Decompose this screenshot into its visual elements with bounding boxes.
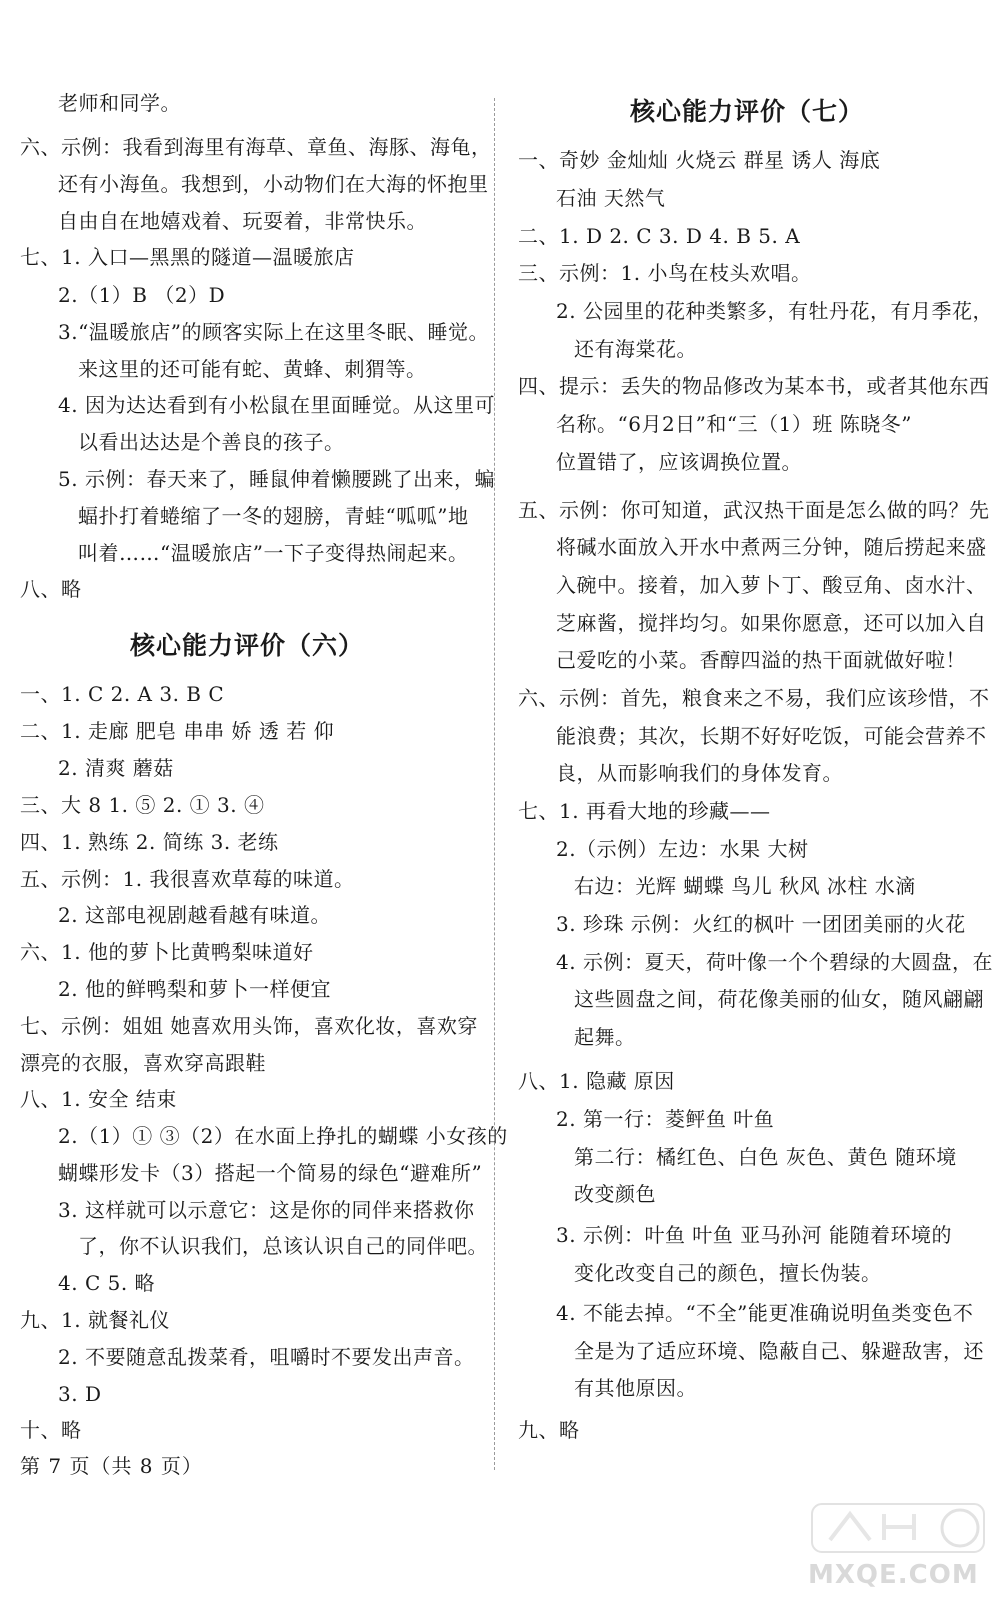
page-number: 第 7 页（共 8 页） — [20, 1454, 203, 1478]
answer-line: 右边：光辉 蝴蝶 鸟儿 秋风 冰柱 水滴 — [574, 874, 916, 898]
answer-line: 漂亮的衣服，喜欢穿高跟鞋 — [20, 1051, 266, 1075]
section-title: 核心能力评价（六） — [130, 631, 365, 660]
answer-line: 4. 不能去掉。“不全”能更准确说明鱼类变色不 — [556, 1301, 974, 1325]
section-title: 核心能力评价（七） — [630, 97, 865, 126]
answer-line: 良，从而影响我们的身体发育。 — [556, 761, 843, 785]
answer-line: 六、示例：我看到海里有海草、章鱼、海豚、海龟， — [20, 135, 492, 159]
answer-line: 3. D — [58, 1382, 102, 1406]
answer-line: 2.（示例）左边：水果 大树 — [556, 837, 809, 861]
answer-line: 有其他原因。 — [574, 1376, 697, 1400]
answer-line: 三、大 8 1. ⑤ 2. ① 3. ④ — [20, 793, 265, 817]
answer-line: 这些圆盘之间，荷花像美丽的仙女，随风翩翩 — [574, 987, 984, 1011]
answer-line: 石油 天然气 — [556, 186, 666, 210]
answer-line: 四、提示：丢失的物品修改为某本书，或者其他东西 — [518, 374, 990, 398]
answer-line: 芝麻酱，搅拌均匀。如果你愿意，还可以加入自 — [556, 611, 987, 635]
answer-line: 三、示例：1. 小鸟在枝头欢唱。 — [518, 261, 812, 285]
answer-line: 4. 因为达达看到有小松鼠在里面睡觉。从这里可 — [58, 393, 495, 417]
answer-line: 九、略 — [518, 1418, 580, 1442]
answer-line: 自由自在地嬉戏着、玩耍着，非常快乐。 — [58, 209, 427, 233]
answer-line: 第二行：橘红色、白色 灰色、黄色 随环境 — [574, 1145, 957, 1169]
answer-line: 5. 示例：春天来了，睡鼠伸着懒腰跳了出来，蝙 — [58, 467, 495, 491]
answer-line: 2. 这部电视剧越看越有味道。 — [58, 903, 331, 927]
answer-line: 位置错了，应该调换位置。 — [556, 450, 802, 474]
answer-line: 五、示例：1. 我很喜欢草莓的味道。 — [20, 867, 355, 891]
answer-line: 2.（1）B （2）D — [58, 283, 226, 307]
answer-line: 以看出达达是个善良的孩子。 — [78, 430, 345, 454]
answer-line: 己爱吃的小菜。香醇四溢的热干面就做好啦！ — [556, 648, 966, 672]
answer-line: 蝠扑打着蜷缩了一冬的翅膀，青蛙“呱呱”地 — [78, 504, 469, 528]
answer-line: 2. 清爽 蘑菇 — [58, 756, 174, 780]
answer-line: 3. 这样就可以示意它：这是你的同伴来搭救你 — [58, 1198, 475, 1222]
answer-line: 来这里的还可能有蛇、黄蜂、刺猬等。 — [78, 357, 427, 381]
answer-line: 二、1. D 2. C 3. D 4. B 5. A — [518, 224, 801, 248]
answer-line: 一、1. C 2. A 3. B C — [20, 682, 225, 706]
answer-line: 2. 第一行：菱鲆鱼 叶鱼 — [556, 1107, 775, 1131]
answer-line: 五、示例：你可知道，武汉热干面是怎么做的吗？先 — [518, 498, 990, 522]
answer-line: 七、1. 入口—黑黑的隧道—温暖旅店 — [20, 245, 355, 269]
answer-line: 八、1. 安全 结束 — [20, 1087, 177, 1111]
answer-line: 入碗中。接着，加入萝卜丁、酸豆角、卤水汁、 — [556, 573, 987, 597]
answer-line: 蝴蝶形发卡（3）搭起一个简易的绿色“避难所” — [58, 1161, 483, 1185]
answer-line: 老师和同学。 — [58, 91, 181, 115]
answer-line: 3.“温暖旅店”的顾客实际上在这里冬眠、睡觉。 — [58, 320, 490, 344]
answer-line: 四、1. 熟练 2. 简练 3. 老练 — [20, 830, 279, 854]
answer-line: 能浪费；其次，长期不好好吃饭，可能会营养不 — [556, 724, 987, 748]
answer-line: 还有海棠花。 — [574, 337, 697, 361]
answer-line: 九、1. 就餐礼仪 — [20, 1308, 170, 1332]
answer-line: 六、示例：首先，粮食来之不易，我们应该珍惜，不 — [518, 686, 990, 710]
answer-line: 十、略 — [20, 1418, 82, 1442]
answer-line: 2. 他的鲜鸭梨和萝卜一样便宜 — [58, 977, 331, 1001]
answer-line: 4. 示例：夏天，荷叶像一个个碧绿的大圆盘，在 — [556, 950, 993, 974]
answer-line: 六、1. 他的萝卜比黄鸭梨味道好 — [20, 940, 314, 964]
answer-line: 2. 不要随意乱拨菜肴，咀嚼时不要发出声音。 — [58, 1345, 475, 1369]
answer-line: 将碱水面放入开水中煮两三分钟，随后捞起来盛 — [556, 535, 987, 559]
answer-line: 叫着……“温暖旅店”一下子变得热闹起来。 — [78, 541, 469, 565]
answer-line: 七、1. 再看大地的珍藏—— — [518, 799, 771, 823]
answer-line: 4. C 5. 略 — [58, 1271, 156, 1295]
answer-line: 七、示例：姐姐 她喜欢用头饰，喜欢化妆，喜欢穿 — [20, 1014, 478, 1038]
answer-line: 3. 珍珠 示例：火红的枫叶 一团团美丽的火花 — [556, 912, 966, 936]
answer-line: 变化改变自己的颜色，擅长伪装。 — [574, 1261, 882, 1285]
answer-line: 八、1. 隐藏 原因 — [518, 1069, 675, 1093]
answer-line: 2. 公园里的花种类繁多，有牡丹花，有月季花， — [556, 299, 993, 323]
watermark-text: MXQE.COM — [808, 1560, 979, 1590]
answer-line: 2.（1）① ③（2）在水面上挣扎的蝴蝶 小女孩的 — [58, 1124, 508, 1148]
answer-line: 二、1. 走廊 肥皂 串串 娇 透 若 仰 — [20, 719, 335, 743]
answer-line: 3. 示例：叶鱼 叶鱼 亚马孙河 能随着环境的 — [556, 1223, 953, 1247]
answer-line: 名称。“6月2日”和“三（1）班 陈晓冬” — [556, 412, 912, 436]
answer-line: 八、略 — [20, 577, 82, 601]
column-divider — [494, 98, 495, 1470]
answer-line: 改变颜色 — [574, 1182, 656, 1206]
answer-line: 全是为了适应环境、隐蔽自己、躲避敌害，还 — [574, 1339, 984, 1363]
answer-line: 一、奇妙 金灿灿 火烧云 群星 诱人 海底 — [518, 148, 881, 172]
answer-line: 起舞。 — [574, 1025, 636, 1049]
answer-line: 了，你不认识我们，总该认识自己的同伴吧。 — [78, 1234, 488, 1258]
answer-line: 还有小海鱼。我想到，小动物们在大海的怀抱里 — [58, 172, 489, 196]
watermark-logo-icon — [810, 1500, 986, 1556]
watermark — [800, 1500, 990, 1592]
